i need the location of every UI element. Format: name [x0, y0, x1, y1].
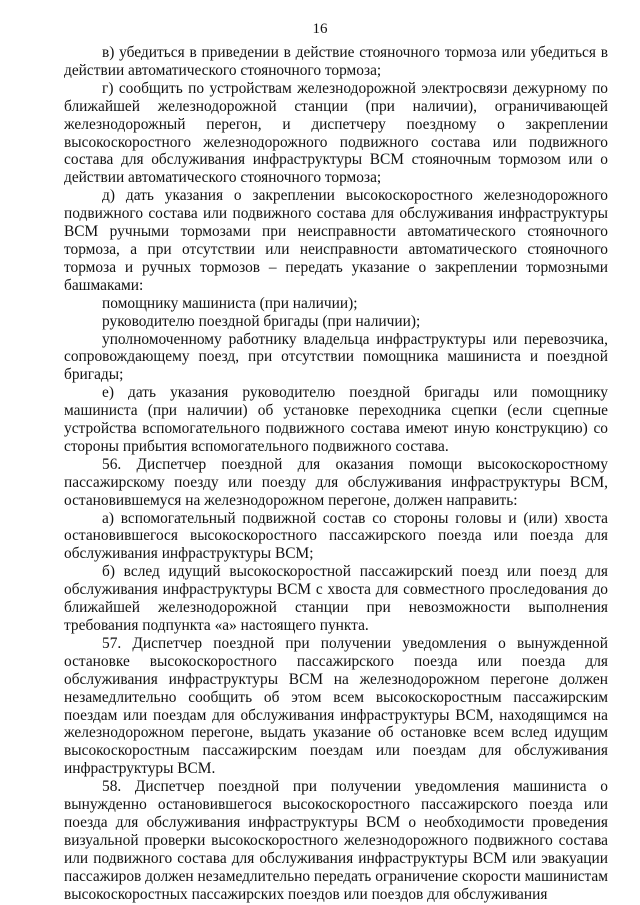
paragraph-subitem-a: а) вспомогательный подвижной состав со стороны головы и (или) хвоста остановившегося высокоскоростного пассажирского поезда или поезда для обслуживания инфраструктуры ВСМ;: [64, 509, 608, 563]
paragraph-list-crew-head: руководителю поездной бригады (при наличии);: [102, 312, 421, 330]
page-number: 16: [312, 21, 328, 37]
paragraph-list-authorized-worker: уполномоченному работнику владельца инфраструктуры или перевозчика, сопровождающему поезд, при отсутствии помощника машиниста и поездной бригады;: [64, 330, 608, 384]
paragraph-subitem-d: д) дать указания о закреплении высокоскоростного железнодорожного подвижного состава или подвижного состава для обслуживания инфраструктуры ВСМ ручными тормозами при неисправности автоматического стояночного тормоза, а при отсутствии или неисправности автоматического стояночного тормоза и ручных тормозов – передать указание о закреплении тормозными башмаками:: [64, 187, 608, 294]
paragraph-clause-57: 57. Диспетчер поездной при получении уведомления о вынужденной остановке высокоскоростного пассажирского поезда или поезда для обслуживания инфраструктуры ВСМ на железнодорожном перегоне должен незамедлительно сообщить об этом всем высокоскоростным пассажирским поездам или поездам для обслуживания инфраструктуры ВСМ, находящимся на железнодорожном перегоне, выдать указание об остановке всем вслед идущим высокоскоростным пассажирским поездам или поездам для обслуживания инфраструктуры ВСМ.: [64, 634, 608, 778]
body-text: [64, 44, 608, 904]
paragraph-list-assistant: помощнику машиниста (при наличии);: [102, 294, 358, 312]
paragraph-clause-58: 58. Диспетчер поездной при получении уведомления машиниста о вынужденно остановившегося высокоскоростного пассажирского поезда или поезда для обслуживания инфраструктуры ВСМ о необходимости проведения визуальной проверки высокоскоростного железнодорожного подвижного состава или подвижного состава для обслуживания инфраструктуры ВСМ или эвакуации пассажиров должен незамедлительно передать ограничение скорости машинистам высокоскоростных пассажирских поездов или поездов для обслуживания: [64, 778, 608, 903]
paragraph-subitem-b: б) вслед идущий высокоскоростной пассажирский поезд или поезд для обслуживания инфраструктуры ВСМ с хвоста для совместного проследования до ближайшей железнодорожной станции при невозможности выполнения требования подпункта «а» настоящего пункта.: [64, 563, 608, 634]
paragraph-subitem-e: е) дать указания руководителю поездной бригады или помощнику машиниста (при наличии) об установке переходника сцепки (если сцепные устройства вспомогательного подвижного состава имеют иную конструкцию) со стороны прибытия вспомогательного подвижного состава.: [64, 384, 608, 455]
paragraph-clause-56: 56. Диспетчер поездной для оказания помощи высокоскоростному пассажирскому поезду или поезду для обслуживания инфраструктуры ВСМ, остановившемуся на железнодорожном перегоне, должен направить:: [64, 455, 608, 509]
paragraph-subitem-v: в) убедиться в приведении в действие стояночного тормоза или убедиться в действии автоматического стояночного тормоза;: [64, 44, 608, 79]
paragraph-subitem-g: г) сообщить по устройствам железнодорожной электросвязи дежурному по ближайшей железнодорожной станции (при наличии), ограничивающей железнодорожный перегон, и диспетчеру поездному о закреплении высокоскоростного железнодорожного подвижного состава или подвижного состава для обслуживания инфраструктуры ВСМ стояночным тормозом или о действии автоматического стояночного тормоза;: [64, 79, 608, 187]
